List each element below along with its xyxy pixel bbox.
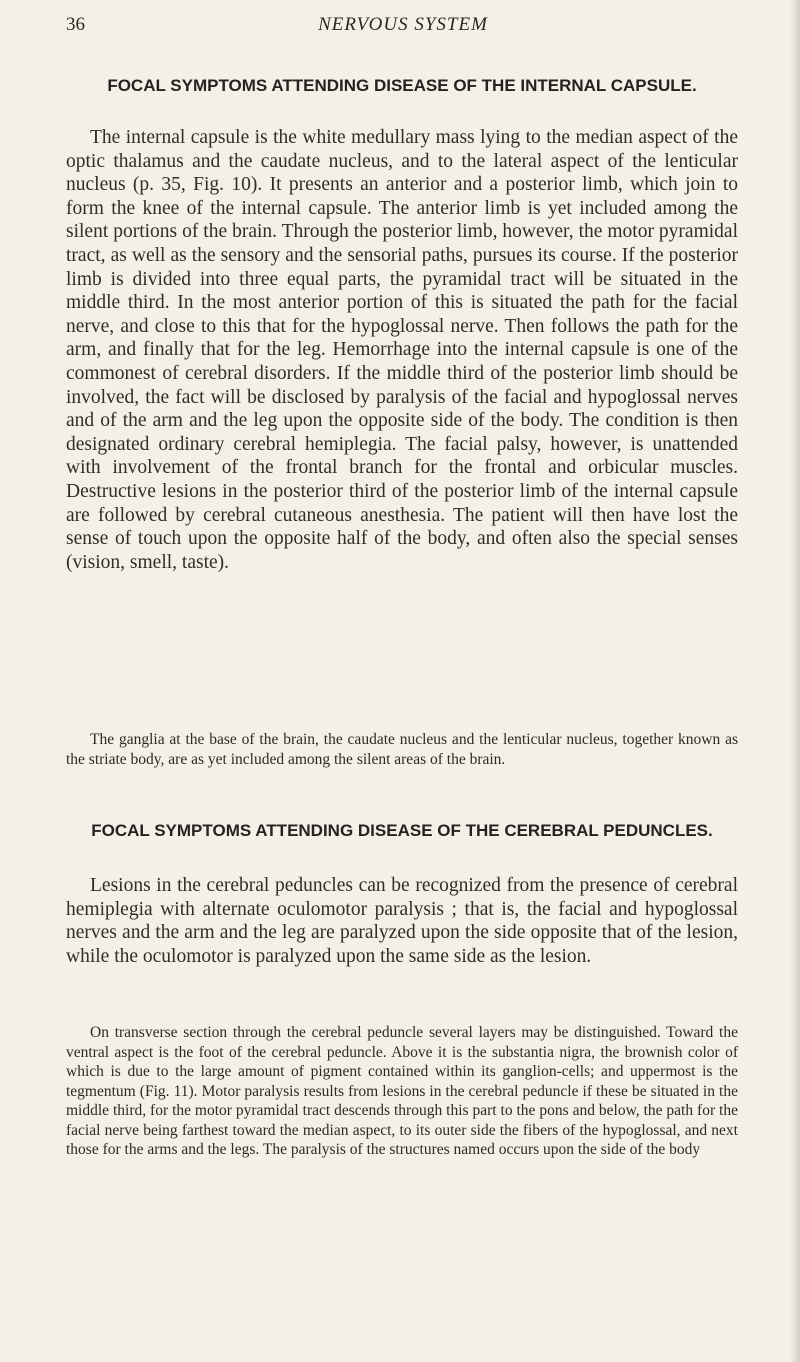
page-number: 36 — [66, 14, 85, 35]
section-heading-internal-capsule: FOCAL SYMPTOMS ATTENDING DISEASE OF THE INTERNAL CAPSULE. — [107, 76, 697, 95]
page-edge-shadow — [790, 0, 800, 1362]
note-transverse-section: On transverse section through the cerebral peduncle several layers may be distinguished. Toward the ventral aspect is the foot of the cerebral peduncle. Above it is the substantia nigra, the brownish color of which is due to the large amount of pigment contained within its ganglion-cells; and uppermost is the tegmentum (Fig. 11). Motor paralysis results from lesions in the cerebral peduncle if these be situated in the middle third, for the motor pyramidal tract descends through this part to the pons and below, the path for the facial nerve being farthest toward the median aspect, to its outer side the fibers of the hypoglossal, and next those for the arms and the legs. The paralysis of the structures named occurs upon the side of the body — [66, 1024, 738, 1158]
paragraph-cerebral-peduncles: Lesions in the cerebral peduncles can be recognized from the presence of cerebral hemiplegia with alternate oculomotor paralysis ; that is, the facial and hypoglossal nerves and the arm and the leg are paralyzed upon the side opposite that of the lesion, while the oculomotor is paralyzed upon the same side as the lesion. — [66, 875, 738, 967]
paragraph-internal-capsule: The internal capsule is the white medullary mass lying to the median aspect of the optic thalamus and the caudate nucleus, and to the lateral aspect of the lenticular nucleus (p. 35, Fig. 10). It presents an anterior and a posterior limb, which join to form the knee of the internal capsule. The anterior limb is yet included among the silent portions of the brain. Through the posterior limb, however, the motor pyramidal tract, as well as the sensory and the sensorial paths, pursues its course. If the posterior limb is divided into three equal parts, the pyramidal tract will be situated in the middle third. In the most anterior portion of this is situated the path for the facial nerve, and close to this that for the hypoglossal nerve. Then follows the path for the arm, and finally that for the leg. Hemorrhage into the internal capsule is one of the commonest of cerebral disorders. If the middle third of the posterior limb should be involved, the fact will be disclosed by paralysis of the facial and hypoglossal nerves and of the arm and the leg upon the opposite side of the body. The condition is then designated ordinary cerebral hemiplegia. The facial palsy, however, is unattended with involvement of the frontal branch for the frontal and orbicular muscles. Destructive lesions in the posterior third of the posterior limb of the internal capsule are followed by cerebral cutaneous anesthesia. The patient will then have lost the sense of touch upon the opposite half of the body, and often also the special senses (vision, smell, taste). — [66, 127, 738, 573]
section-heading-cerebral-peduncles: FOCAL SYMPTOMS ATTENDING DISEASE OF THE CEREBRAL PEDUNCLES. — [91, 821, 713, 840]
note-striate-body: The ganglia at the base of the brain, the caudate nucleus and the lenticular nucleus, together known as the striate body, are as yet included among the silent areas of the brain. — [66, 731, 738, 768]
page-header — [66, 14, 740, 44]
running-title: NERVOUS SYSTEM — [318, 14, 488, 35]
